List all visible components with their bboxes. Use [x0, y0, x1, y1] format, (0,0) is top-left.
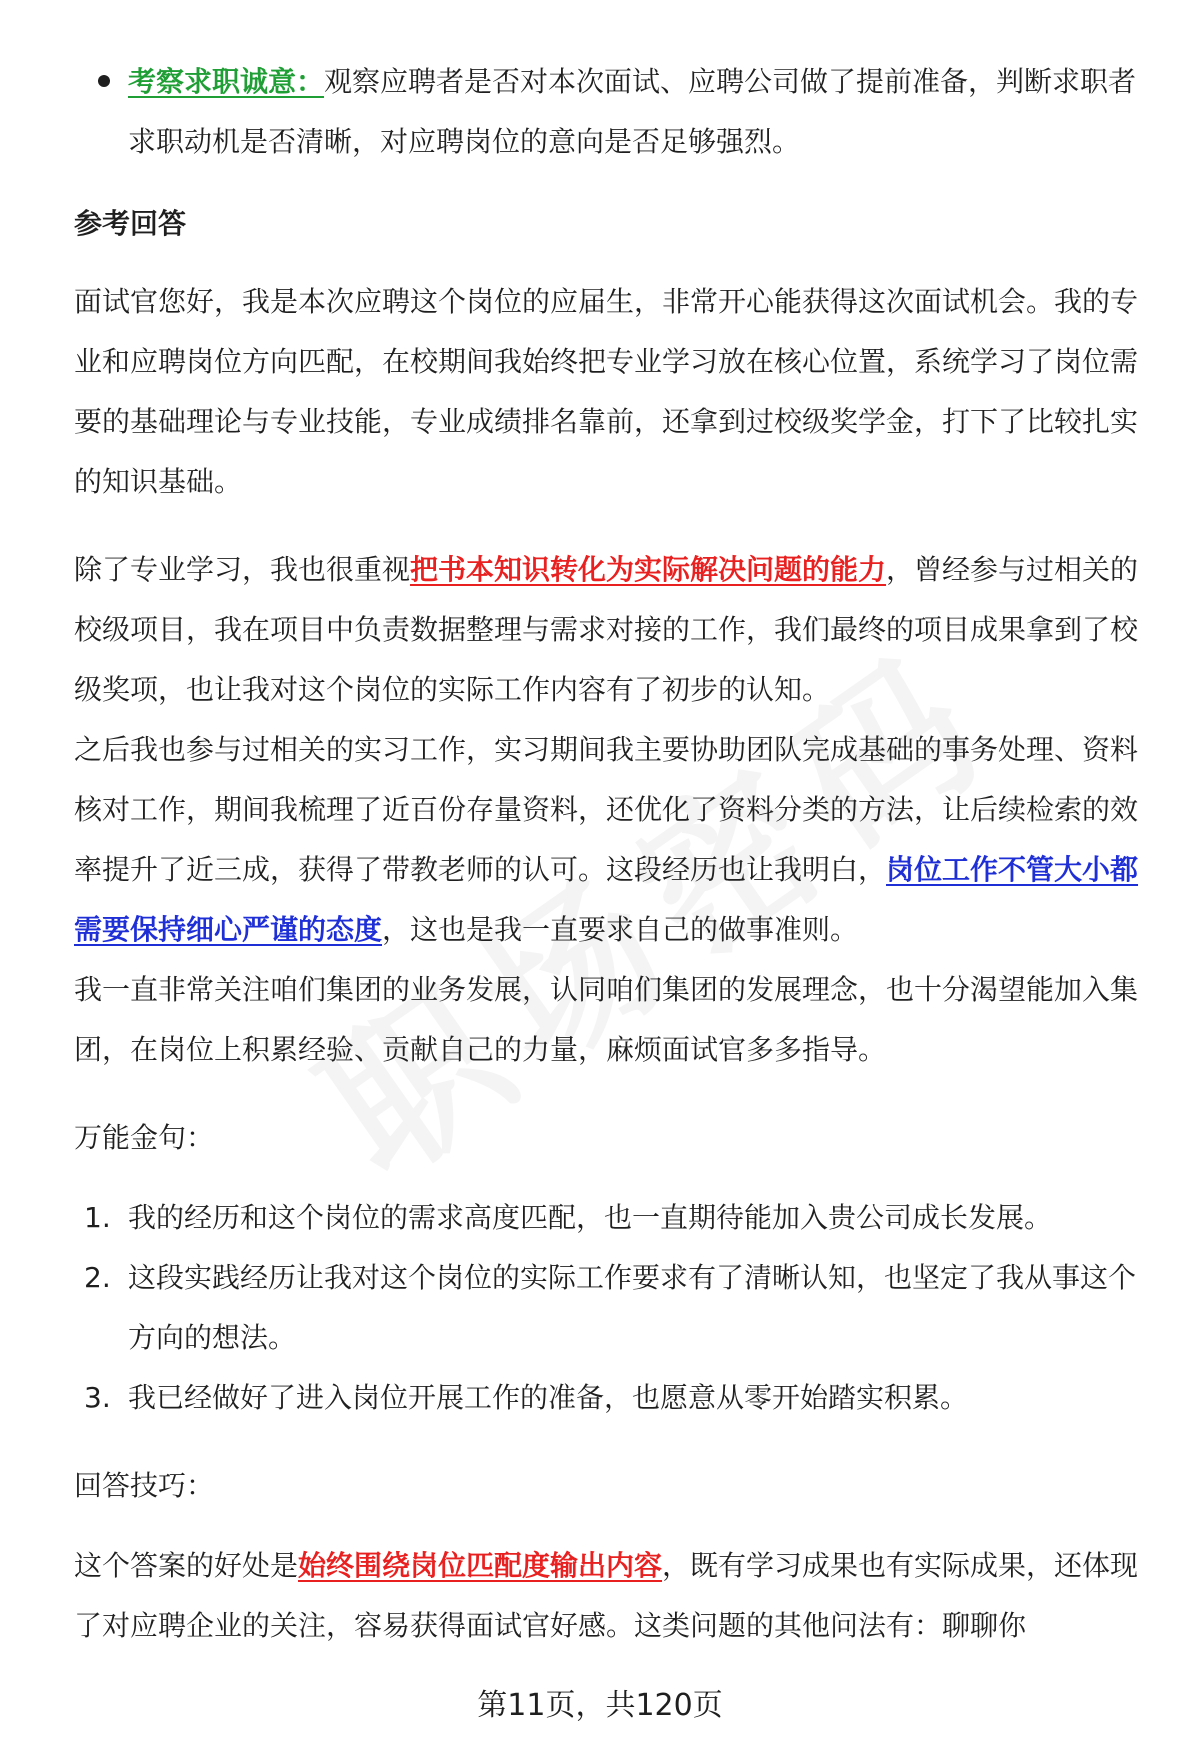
bullet-dot-icon	[98, 75, 110, 87]
tips-text-before: 这个答案的好处是	[74, 1549, 299, 1582]
list-text: 我的经历和这个岗位的需求高度匹配，也一直期待能加入贵公司成长发展。	[128, 1201, 1053, 1234]
p3-text-after: ，这也是我一直要求自己的做事准则。	[382, 913, 859, 946]
golden-sentence-list	[74, 1188, 1144, 1428]
tips-text-after: ，既有学习成果也有实际成果，还体现了对应聘企业的关注，容易获得面试官好感。这类问题的其他问法有：聊聊你	[74, 1549, 1139, 1642]
p2-highlight: 把书本知识转化为实际解决问题的能力	[410, 553, 887, 586]
list-item	[74, 1188, 1144, 1248]
p2-text-before: 除了专业学习，我也很重视	[74, 553, 411, 586]
p2-text-after: ，曾经参与过相关的校级项目，我在项目中负责数据整理与需求对接的工作，我们最终的项目成果拿到了校级奖项，也让我对这个岗位的实际工作内容有了初步的认知。	[74, 553, 1139, 706]
list-number: 1.	[84, 1201, 111, 1234]
tips-highlight: 始终围绕岗位匹配度输出内容	[298, 1549, 663, 1582]
answer-heading: 参考回答	[74, 207, 187, 240]
list-text: 我已经做好了进入岗位开展工作的准备，也愿意从零开始踏实积累。	[128, 1381, 969, 1414]
list-number: 3.	[84, 1381, 111, 1414]
golden-heading: 万能金句：	[74, 1121, 215, 1154]
tips-heading: 回答技巧：	[74, 1469, 215, 1502]
answer-paragraph-4: 我一直非常关注咱们集团的业务发展，认同咱们集团的发展理念，也十分渴望能加入集团，在岗位上积累经验、贡献自己的力量，麻烦面试官多多指导。	[74, 973, 1139, 1066]
answer-paragraph-3	[74, 720, 1144, 960]
answer-paragraph-2	[74, 540, 1144, 720]
bullet-label: 考察求职诚意：	[128, 65, 325, 98]
answer-paragraph-1: 面试官您好，我是本次应聘这个岗位的应届生，非常开心能获得这次面试机会。我的专业和应聘岗位方向匹配，在校期间我始终把专业学习放在核心位置，系统学习了岗位需要的基础理论与专业技能，专业成绩排名靠前，还拿到过校级奖学金，打下了比较扎实的知识基础。	[74, 285, 1139, 498]
list-item	[74, 1368, 1144, 1428]
list-number: 2.	[84, 1261, 111, 1294]
bullet-text: 观察应聘者是否对本次面试、应聘公司做了提前准备，判断求职者求职动机是否清晰，对应聘岗位的意向是否足够强烈。	[128, 65, 1137, 158]
page-number-footer: 第11页，共120页	[477, 1688, 723, 1723]
tips-paragraph	[74, 1536, 1144, 1656]
list-item	[74, 1248, 1144, 1368]
page-content	[74, 52, 1144, 1656]
intro-bullet	[74, 52, 1144, 172]
p3-highlight: 岗位工作不管大小都需要保持细心严谨的态度	[74, 853, 1139, 946]
list-text: 这段实践经历让我对这个岗位的实际工作要求有了清晰认知，也坚定了我从事这个方向的想法。	[128, 1261, 1137, 1354]
p3-text-before: 之后我也参与过相关的实习工作，实习期间我主要协助团队完成基础的事务处理、资料核对工作，期间我梳理了近百份存量资料，还优化了资料分类的方法，让后续检索的效率提升了近三成，获得了带教老师的认可。这段经历也让我明白，	[74, 733, 1139, 886]
